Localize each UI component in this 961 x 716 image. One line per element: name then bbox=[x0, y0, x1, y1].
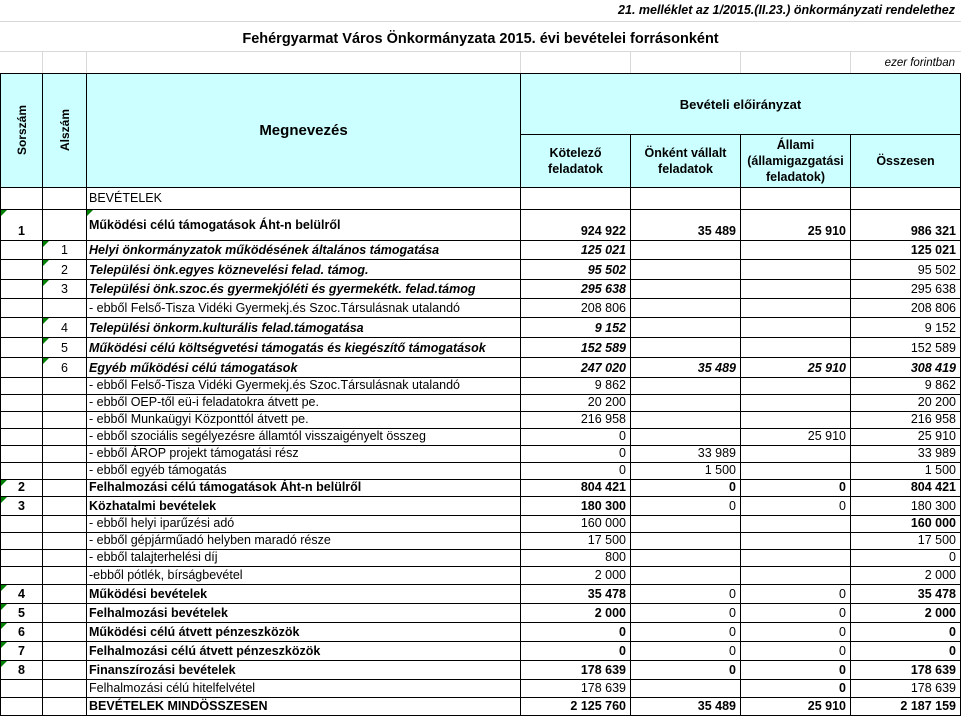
row-mandatory-amount: 0 bbox=[521, 463, 631, 480]
row-mandatory-amount: 2 000 bbox=[521, 567, 631, 585]
row-state-amount bbox=[741, 241, 851, 260]
row-state-amount bbox=[741, 463, 851, 480]
row-voluntary-amount: 35 489 bbox=[631, 210, 741, 241]
row-mandatory-amount: 95 502 bbox=[521, 260, 631, 280]
row-total-amount: 208 806 bbox=[851, 299, 961, 318]
row-serial bbox=[0, 463, 43, 480]
table-row bbox=[0, 318, 961, 338]
row-voluntary-amount: 0 bbox=[631, 585, 741, 604]
row-voluntary-amount bbox=[631, 680, 741, 698]
row-sub-number bbox=[43, 698, 87, 716]
row-mandatory-amount: 0 bbox=[521, 446, 631, 463]
row-total-amount: 152 589 bbox=[851, 338, 961, 358]
row-name: - ebből Felső-Tisza Vidéki Gyermekj.és Szoc.Társulásnak utalandó bbox=[87, 299, 521, 318]
row-state-amount: 25 910 bbox=[741, 429, 851, 446]
row-state-amount bbox=[741, 446, 851, 463]
row-mandatory-amount: 20 200 bbox=[521, 395, 631, 412]
blank-cell bbox=[43, 52, 87, 73]
row-name: Felhalmozási bevételek bbox=[87, 604, 521, 623]
row-voluntary-amount bbox=[631, 533, 741, 550]
table-row bbox=[0, 412, 961, 429]
row-serial bbox=[0, 550, 43, 567]
row-name: BEVÉTELEK bbox=[87, 188, 521, 210]
row-name: - ebből helyi iparűzési adó bbox=[87, 516, 521, 533]
row-name: Felhalmozási célú támogatások Áht-n belülről bbox=[87, 480, 521, 497]
row-total-amount: 2 187 159 bbox=[851, 698, 961, 716]
row-state-amount: 0 bbox=[741, 585, 851, 604]
row-mandatory-amount: 295 638 bbox=[521, 280, 631, 299]
row-sub-number bbox=[43, 299, 87, 318]
row-serial bbox=[0, 567, 43, 585]
row-mandatory-amount: 0 bbox=[521, 623, 631, 642]
row-total-amount: 178 639 bbox=[851, 680, 961, 698]
table-row bbox=[0, 395, 961, 412]
row-serial: 8 bbox=[0, 661, 43, 680]
row-total-amount: 0 bbox=[851, 550, 961, 567]
row-state-amount bbox=[741, 378, 851, 395]
header-mandatory: Kötelező feladatok bbox=[521, 135, 631, 188]
table-row bbox=[0, 429, 961, 446]
row-sub-number bbox=[43, 446, 87, 463]
header-sub-number bbox=[43, 74, 87, 188]
row-serial bbox=[0, 516, 43, 533]
row-sub-number bbox=[43, 550, 87, 567]
row-mandatory-amount: 216 958 bbox=[521, 412, 631, 429]
header-voluntary: Önként vállalt feladatok bbox=[631, 135, 741, 188]
table-header bbox=[0, 73, 961, 188]
row-mandatory-amount: 2 125 760 bbox=[521, 698, 631, 716]
row-mandatory-amount: 180 300 bbox=[521, 497, 631, 516]
document-heading bbox=[0, 0, 961, 73]
row-sub-number bbox=[43, 210, 87, 241]
row-sub-number bbox=[43, 585, 87, 604]
row-total-amount: 0 bbox=[851, 623, 961, 642]
row-total-amount: 308 419 bbox=[851, 358, 961, 378]
row-serial bbox=[0, 429, 43, 446]
row-voluntary-amount: 0 bbox=[631, 480, 741, 497]
row-sub-number: 3 bbox=[43, 280, 87, 299]
row-state-amount bbox=[741, 516, 851, 533]
row-name: -ebből pótlék, bírságbevétel bbox=[87, 567, 521, 585]
table-body bbox=[0, 188, 961, 716]
row-total-amount: 25 910 bbox=[851, 429, 961, 446]
row-mandatory-amount: 178 639 bbox=[521, 661, 631, 680]
table-row bbox=[0, 280, 961, 299]
row-sub-number bbox=[43, 516, 87, 533]
table-row bbox=[0, 188, 961, 210]
header-serial-label: Sorszám bbox=[14, 105, 29, 156]
row-name: Működési célú költségvetési támogatás és kiegészítő támogatások bbox=[87, 338, 521, 358]
row-state-amount bbox=[741, 280, 851, 299]
row-voluntary-amount bbox=[631, 429, 741, 446]
row-total-amount: 9 152 bbox=[851, 318, 961, 338]
row-voluntary-amount bbox=[631, 378, 741, 395]
row-mandatory-amount: 247 020 bbox=[521, 358, 631, 378]
blank-cell bbox=[87, 52, 521, 73]
row-voluntary-amount bbox=[631, 299, 741, 318]
row-name: - ebből gépjárműadó helyben maradó része bbox=[87, 533, 521, 550]
row-total-amount: 9 862 bbox=[851, 378, 961, 395]
row-sub-number bbox=[43, 378, 87, 395]
row-sub-number bbox=[43, 395, 87, 412]
row-voluntary-amount bbox=[631, 280, 741, 299]
row-mandatory-amount: 152 589 bbox=[521, 338, 631, 358]
row-total-amount: 180 300 bbox=[851, 497, 961, 516]
row-voluntary-amount bbox=[631, 318, 741, 338]
row-mandatory-amount: 800 bbox=[521, 550, 631, 567]
row-name: Helyi önkormányzatok működésének általános támogatása bbox=[87, 241, 521, 260]
row-name: BEVÉTELEK MINDÖSSZESEN bbox=[87, 698, 521, 716]
table-row bbox=[0, 299, 961, 318]
header-group: Bevételi előirányzat bbox=[521, 74, 961, 135]
row-voluntary-amount: 0 bbox=[631, 661, 741, 680]
row-voluntary-amount bbox=[631, 567, 741, 585]
table-row bbox=[0, 260, 961, 280]
row-total-amount: 216 958 bbox=[851, 412, 961, 429]
row-state-amount: 0 bbox=[741, 497, 851, 516]
row-sub-number bbox=[43, 463, 87, 480]
blank-cell bbox=[741, 52, 851, 73]
row-serial bbox=[0, 188, 43, 210]
row-mandatory-amount: 125 021 bbox=[521, 241, 631, 260]
row-sub-number bbox=[43, 480, 87, 497]
row-state-amount bbox=[741, 395, 851, 412]
header-serial bbox=[0, 74, 43, 188]
row-name: Felhalmozási célú átvett pénzeszközök bbox=[87, 642, 521, 661]
row-total-amount: 0 bbox=[851, 642, 961, 661]
row-mandatory-amount: 160 000 bbox=[521, 516, 631, 533]
row-voluntary-amount bbox=[631, 241, 741, 260]
table-row bbox=[0, 378, 961, 395]
unit-row bbox=[0, 52, 961, 73]
table-row bbox=[0, 241, 961, 260]
row-sub-number bbox=[43, 680, 87, 698]
table-row bbox=[0, 463, 961, 480]
unit-note: ezer forintban bbox=[884, 56, 955, 69]
row-name: - ebből ÁROP projekt támogatási rész bbox=[87, 446, 521, 463]
header-state: Állami (államigazgatási feladatok) bbox=[741, 135, 851, 188]
blank-cell bbox=[521, 52, 631, 73]
row-name: Finanszírozási bevételek bbox=[87, 661, 521, 680]
row-serial bbox=[0, 241, 43, 260]
table-row bbox=[0, 698, 961, 716]
row-total-amount: 33 989 bbox=[851, 446, 961, 463]
row-sub-number: 6 bbox=[43, 358, 87, 378]
header-total: Összesen bbox=[851, 135, 961, 188]
row-state-amount: 25 910 bbox=[741, 358, 851, 378]
row-total-amount: 804 421 bbox=[851, 480, 961, 497]
row-total-amount: 17 500 bbox=[851, 533, 961, 550]
row-sub-number: 4 bbox=[43, 318, 87, 338]
row-serial bbox=[0, 446, 43, 463]
row-state-amount bbox=[741, 412, 851, 429]
row-name: - ebből Felső-Tisza Vidéki Gyermekj.és Szoc.Társulásnak utalandó bbox=[87, 378, 521, 395]
row-name: Egyéb működési célú támogatások bbox=[87, 358, 521, 378]
row-state-amount: 25 910 bbox=[741, 698, 851, 716]
row-voluntary-amount bbox=[631, 395, 741, 412]
row-serial bbox=[0, 698, 43, 716]
row-mandatory-amount bbox=[521, 188, 631, 210]
row-voluntary-amount: 35 489 bbox=[631, 358, 741, 378]
row-total-amount: 160 000 bbox=[851, 516, 961, 533]
header-sub-number-label: Alszám bbox=[57, 109, 72, 152]
row-total-amount: 2 000 bbox=[851, 604, 961, 623]
row-total-amount: 986 321 bbox=[851, 210, 961, 241]
row-sub-number: 5 bbox=[43, 338, 87, 358]
row-name: Működési bevételek bbox=[87, 585, 521, 604]
row-voluntary-amount: 35 489 bbox=[631, 698, 741, 716]
row-serial bbox=[0, 680, 43, 698]
table-row bbox=[0, 567, 961, 585]
row-mandatory-amount: 2 000 bbox=[521, 604, 631, 623]
row-state-amount bbox=[741, 188, 851, 210]
table-row bbox=[0, 338, 961, 358]
row-state-amount bbox=[741, 260, 851, 280]
row-serial bbox=[0, 338, 43, 358]
row-name: Felhalmozási célú hitelfelvétel bbox=[87, 680, 521, 698]
row-sub-number: 1 bbox=[43, 241, 87, 260]
row-voluntary-amount: 0 bbox=[631, 642, 741, 661]
row-voluntary-amount: 0 bbox=[631, 497, 741, 516]
row-sub-number bbox=[43, 661, 87, 680]
row-mandatory-amount: 804 421 bbox=[521, 480, 631, 497]
annex-note: 21. melléklet az 1/2015.(II.23.) önkormányzati rendelethez bbox=[0, 0, 961, 22]
row-voluntary-amount: 33 989 bbox=[631, 446, 741, 463]
row-name: - ebből Munkaügyi Központtól átvett pe. bbox=[87, 412, 521, 429]
row-mandatory-amount: 35 478 bbox=[521, 585, 631, 604]
row-state-amount: 25 910 bbox=[741, 210, 851, 241]
row-name: Működési célú támogatások Áht-n belülről bbox=[87, 210, 521, 241]
blank-cell bbox=[0, 52, 43, 73]
row-voluntary-amount: 0 bbox=[631, 623, 741, 642]
table-row bbox=[0, 550, 961, 567]
table-row bbox=[0, 623, 961, 642]
row-sub-number bbox=[43, 188, 87, 210]
row-name: Települési önk.egyes köznevelési felad. támog. bbox=[87, 260, 521, 280]
row-mandatory-amount: 9 862 bbox=[521, 378, 631, 395]
row-mandatory-amount: 9 152 bbox=[521, 318, 631, 338]
row-sub-number bbox=[43, 497, 87, 516]
row-serial bbox=[0, 412, 43, 429]
row-mandatory-amount: 17 500 bbox=[521, 533, 631, 550]
row-voluntary-amount bbox=[631, 338, 741, 358]
table-row bbox=[0, 516, 961, 533]
row-serial bbox=[0, 280, 43, 299]
row-total-amount: 125 021 bbox=[851, 241, 961, 260]
row-total-amount: 35 478 bbox=[851, 585, 961, 604]
table-row bbox=[0, 661, 961, 680]
table-row bbox=[0, 680, 961, 698]
row-total-amount: 1 500 bbox=[851, 463, 961, 480]
row-serial: 3 bbox=[0, 497, 43, 516]
row-serial bbox=[0, 533, 43, 550]
row-voluntary-amount: 1 500 bbox=[631, 463, 741, 480]
row-state-amount: 0 bbox=[741, 680, 851, 698]
row-mandatory-amount: 924 922 bbox=[521, 210, 631, 241]
blank-cell bbox=[631, 52, 741, 73]
row-serial bbox=[0, 299, 43, 318]
row-total-amount: 20 200 bbox=[851, 395, 961, 412]
table-row bbox=[0, 358, 961, 378]
row-total-amount bbox=[851, 188, 961, 210]
row-sub-number: 2 bbox=[43, 260, 87, 280]
row-sub-number bbox=[43, 412, 87, 429]
row-name: - ebből talajterhelési díj bbox=[87, 550, 521, 567]
row-sub-number bbox=[43, 642, 87, 661]
row-serial: 4 bbox=[0, 585, 43, 604]
document-title: Fehérgyarmat Város Önkormányzata 2015. évi bevételei forrásonként bbox=[0, 22, 961, 52]
row-voluntary-amount bbox=[631, 516, 741, 533]
table-row bbox=[0, 604, 961, 623]
row-serial: 1 bbox=[0, 210, 43, 241]
row-name: - ebből OEP-től eü-i feladatokra átvett pe. bbox=[87, 395, 521, 412]
row-mandatory-amount: 0 bbox=[521, 429, 631, 446]
row-state-amount bbox=[741, 318, 851, 338]
row-state-amount: 0 bbox=[741, 604, 851, 623]
row-total-amount: 95 502 bbox=[851, 260, 961, 280]
row-mandatory-amount: 178 639 bbox=[521, 680, 631, 698]
table-row bbox=[0, 446, 961, 463]
row-name: Közhatalmi bevételek bbox=[87, 497, 521, 516]
row-sub-number bbox=[43, 604, 87, 623]
row-serial: 5 bbox=[0, 604, 43, 623]
row-state-amount bbox=[741, 567, 851, 585]
row-sub-number bbox=[43, 533, 87, 550]
row-mandatory-amount: 208 806 bbox=[521, 299, 631, 318]
row-state-amount bbox=[741, 338, 851, 358]
row-name: Települési önk.szoc.és gyermekjóléti és gyermekétk. felad.támog bbox=[87, 280, 521, 299]
row-serial bbox=[0, 378, 43, 395]
table-row bbox=[0, 210, 961, 241]
unit-cell bbox=[851, 52, 961, 73]
row-serial bbox=[0, 260, 43, 280]
row-voluntary-amount bbox=[631, 550, 741, 567]
row-mandatory-amount: 0 bbox=[521, 642, 631, 661]
row-voluntary-amount: 0 bbox=[631, 604, 741, 623]
row-state-amount: 0 bbox=[741, 623, 851, 642]
table-row bbox=[0, 585, 961, 604]
row-serial bbox=[0, 318, 43, 338]
row-total-amount: 295 638 bbox=[851, 280, 961, 299]
row-state-amount: 0 bbox=[741, 661, 851, 680]
row-voluntary-amount bbox=[631, 412, 741, 429]
row-name: - ebből egyéb támogatás bbox=[87, 463, 521, 480]
row-state-amount: 0 bbox=[741, 642, 851, 661]
row-serial: 7 bbox=[0, 642, 43, 661]
row-sub-number bbox=[43, 623, 87, 642]
row-sub-number bbox=[43, 567, 87, 585]
row-state-amount: 0 bbox=[741, 480, 851, 497]
header-name: Megnevezés bbox=[87, 74, 521, 188]
row-total-amount: 2 000 bbox=[851, 567, 961, 585]
row-name: Települési önkorm.kulturális felad.támogatása bbox=[87, 318, 521, 338]
row-state-amount bbox=[741, 550, 851, 567]
row-sub-number bbox=[43, 429, 87, 446]
table-row bbox=[0, 533, 961, 550]
row-name: Működési célú átvett pénzeszközök bbox=[87, 623, 521, 642]
row-name: - ebből szociális segélyezésre államtól visszaigényelt összeg bbox=[87, 429, 521, 446]
row-serial bbox=[0, 358, 43, 378]
row-serial bbox=[0, 395, 43, 412]
row-serial: 2 bbox=[0, 480, 43, 497]
table-row bbox=[0, 642, 961, 661]
row-voluntary-amount bbox=[631, 260, 741, 280]
row-voluntary-amount bbox=[631, 188, 741, 210]
row-total-amount: 178 639 bbox=[851, 661, 961, 680]
row-state-amount bbox=[741, 299, 851, 318]
row-serial: 6 bbox=[0, 623, 43, 642]
table-row bbox=[0, 480, 961, 497]
table-row bbox=[0, 497, 961, 516]
row-state-amount bbox=[741, 533, 851, 550]
